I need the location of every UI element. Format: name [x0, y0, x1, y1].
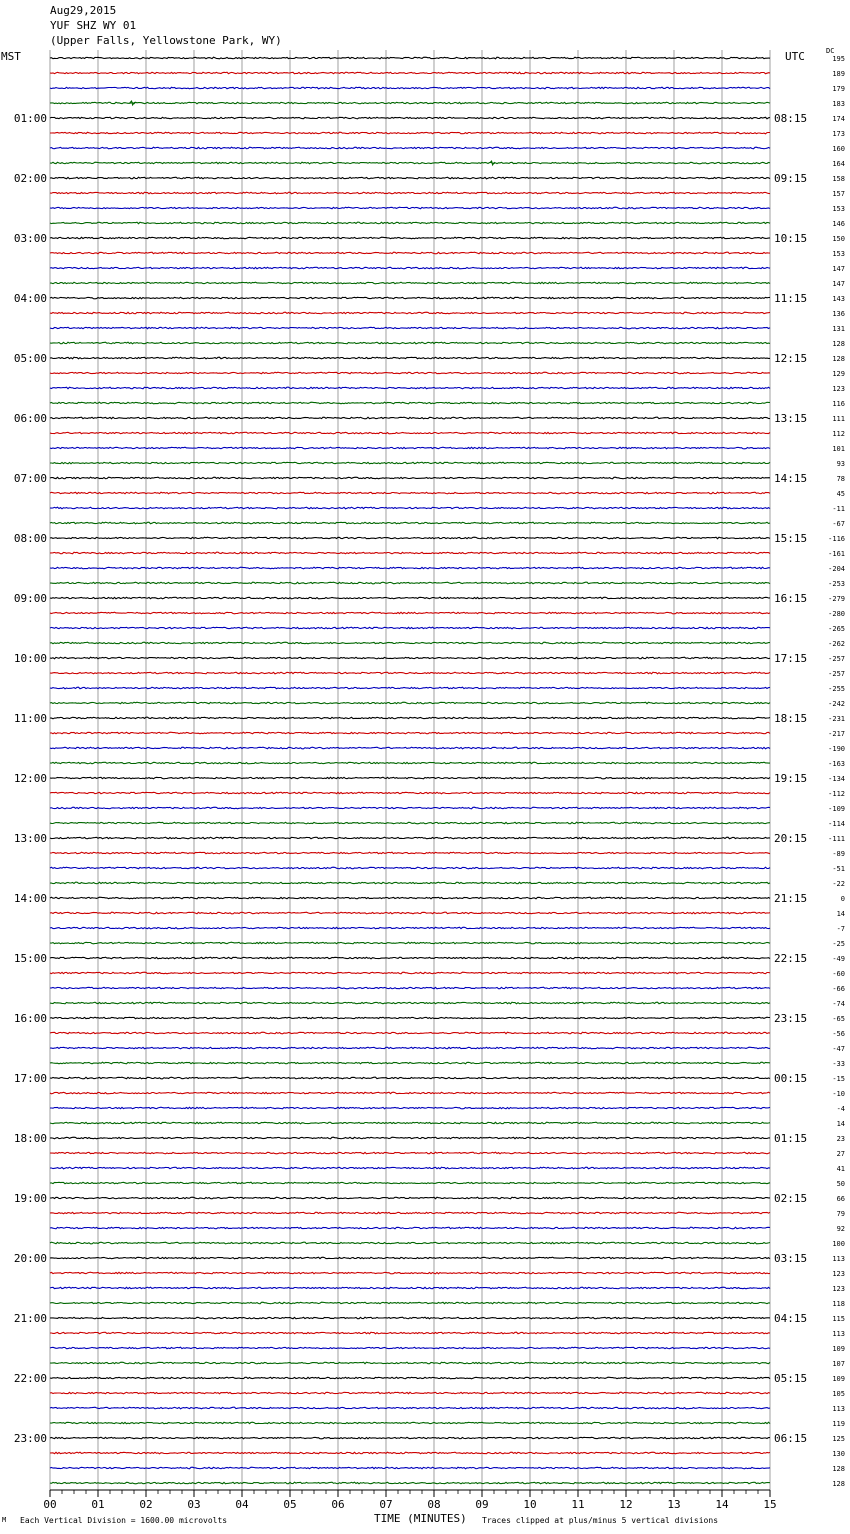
seismic-trace [50, 237, 770, 239]
seismic-trace [50, 672, 770, 674]
dc-offset-value: -161 [828, 550, 845, 558]
seismic-trace [50, 357, 770, 359]
dc-offset-value: -265 [828, 625, 845, 633]
dc-offset-value: -47 [832, 1045, 845, 1053]
seismic-trace [50, 1362, 770, 1364]
utc-hour-label: 01:15 [774, 1132, 808, 1145]
seismic-trace [50, 282, 770, 284]
dc-offset-value: -242 [828, 700, 845, 708]
seismic-trace [50, 177, 770, 179]
seismic-trace [50, 852, 770, 854]
dc-offset-value: 113 [832, 1255, 845, 1263]
seismic-trace [50, 837, 770, 839]
seismic-trace [50, 447, 770, 449]
dc-offset-value: 189 [832, 70, 845, 78]
seismic-trace [50, 1317, 770, 1319]
corner-mark: M [2, 1516, 7, 1524]
dc-offset-value: 14 [836, 1120, 845, 1128]
dc-offset-value: 0 [840, 895, 845, 903]
mst-hour-label: 09:00 [13, 592, 47, 605]
dc-offset-value: 100 [832, 1240, 845, 1248]
seismic-trace [50, 1392, 770, 1394]
seismic-trace [50, 942, 770, 944]
dc-offset-value: -134 [828, 775, 845, 783]
dc-offset-value: 125 [832, 1435, 845, 1443]
utc-hour-label: 04:15 [774, 1312, 808, 1325]
dc-offset-value: 113 [832, 1330, 845, 1338]
seismic-trace [50, 1242, 770, 1244]
seismic-trace [50, 1272, 770, 1274]
seismic-trace [50, 1257, 770, 1259]
utc-hour-label: 14:15 [774, 472, 808, 485]
seismic-trace [50, 792, 770, 794]
utc-hour-label: 02:15 [774, 1192, 808, 1205]
utc-hour-label: 03:15 [774, 1252, 808, 1265]
mst-hour-label: 14:00 [13, 892, 47, 905]
dc-offset-value: -190 [828, 745, 845, 753]
x-tick-label: 03 [187, 1498, 201, 1511]
seismic-trace [50, 687, 770, 689]
dc-offset-value: 41 [836, 1165, 845, 1173]
seismic-trace [50, 1002, 770, 1004]
seismic-trace [50, 117, 770, 119]
mst-hour-label: 01:00 [13, 112, 47, 125]
utc-hour-label: 23:15 [774, 1012, 808, 1025]
x-tick-label: 10 [523, 1498, 537, 1511]
dc-offset-value: 14 [836, 910, 845, 918]
right-zone-label: UTC [785, 50, 805, 63]
seismic-trace [50, 822, 770, 824]
seismic-trace [50, 1482, 770, 1484]
seismic-trace [50, 417, 770, 419]
dc-offset-value: -257 [828, 655, 845, 663]
seismic-trace [50, 1332, 770, 1334]
utc-hour-label: 13:15 [774, 412, 808, 425]
dc-offset-value: -33 [832, 1060, 845, 1068]
dc-offset-value: 105 [832, 1390, 845, 1398]
dc-offset-value: -257 [828, 670, 845, 678]
mst-hour-label: 05:00 [13, 352, 47, 365]
seismic-trace [50, 957, 770, 959]
x-tick-label: 07 [379, 1498, 393, 1511]
mst-hour-label: 11:00 [13, 712, 47, 725]
mst-hour-label: 04:00 [13, 292, 47, 305]
seismic-trace [50, 1212, 770, 1214]
seismic-trace [50, 867, 770, 869]
seismic-trace [50, 582, 770, 584]
seismic-trace [50, 1137, 770, 1139]
dc-offset-value: -204 [828, 565, 845, 573]
dc-offset-value: 143 [832, 295, 845, 303]
seismic-trace [50, 1017, 770, 1019]
seismic-event [490, 161, 495, 165]
seismic-trace [50, 777, 770, 779]
utc-hour-label: 20:15 [774, 832, 808, 845]
seismic-trace [50, 492, 770, 494]
seismic-trace [50, 1227, 770, 1229]
dc-offset-value: 78 [836, 475, 845, 483]
seismic-trace [50, 567, 770, 569]
dc-offset-value: 112 [832, 430, 845, 438]
seismic-trace [50, 1167, 770, 1169]
mst-hour-label: 16:00 [13, 1012, 47, 1025]
seismic-trace [50, 807, 770, 809]
dc-offset-value: 27 [836, 1150, 845, 1158]
seismic-trace [50, 1047, 770, 1049]
seismic-trace [50, 1407, 770, 1409]
seismic-trace [50, 132, 770, 134]
dc-offset-value: 115 [832, 1315, 845, 1323]
seismic-trace [50, 747, 770, 749]
dc-offset-value: 118 [832, 1300, 845, 1308]
dc-offset-value: -116 [828, 535, 845, 543]
dc-offset-value: 147 [832, 280, 845, 288]
utc-hour-label: 22:15 [774, 952, 808, 965]
seismic-trace [50, 1152, 770, 1154]
mst-hour-label: 12:00 [13, 772, 47, 785]
dc-offset-value: -56 [832, 1030, 845, 1038]
seismic-trace [50, 897, 770, 899]
utc-hour-label: 16:15 [774, 592, 808, 605]
seismic-trace [50, 732, 770, 734]
dc-offset-value: -253 [828, 580, 845, 588]
seismic-trace [50, 147, 770, 149]
dc-offset-value: -231 [828, 715, 845, 723]
seismic-trace [50, 192, 770, 194]
dc-offset-value: 50 [836, 1180, 845, 1188]
dc-offset-value: -49 [832, 955, 845, 963]
seismic-trace [50, 462, 770, 464]
dc-offset-value: -262 [828, 640, 845, 648]
dc-offset-value: -89 [832, 850, 845, 858]
dc-offset-value: 128 [832, 1480, 845, 1488]
header-location: (Upper Falls, Yellowstone Park, WY) [50, 34, 282, 47]
seismic-trace [50, 522, 770, 524]
dc-offset-value: 79 [836, 1210, 845, 1218]
dc-offset-value: 131 [832, 325, 845, 333]
seismic-trace [50, 162, 770, 164]
seismic-trace [50, 1287, 770, 1289]
dc-offset-value: 157 [832, 190, 845, 198]
dc-offset-value: 113 [832, 1405, 845, 1413]
x-tick-label: 14 [715, 1498, 729, 1511]
seismic-trace [50, 342, 770, 344]
mst-hour-label: 13:00 [13, 832, 47, 845]
mst-hour-label: 20:00 [13, 1252, 47, 1265]
x-tick-label: 06 [331, 1498, 345, 1511]
x-tick-label: 00 [43, 1498, 57, 1511]
x-tick-label: 09 [475, 1498, 489, 1511]
seismic-trace [50, 627, 770, 629]
seismic-trace [50, 537, 770, 539]
mst-hour-label: 17:00 [13, 1072, 47, 1085]
seismic-trace [50, 1467, 770, 1469]
utc-hour-label: 11:15 [774, 292, 808, 305]
dc-offset-value: 174 [832, 115, 845, 123]
dc-offset-value: -51 [832, 865, 845, 873]
dc-offset-value: 123 [832, 1270, 845, 1278]
dc-offset-value: 153 [832, 205, 845, 213]
dc-offset-value: 109 [832, 1375, 845, 1383]
dc-offset-value: -22 [832, 880, 845, 888]
seismic-trace [50, 987, 770, 989]
seismic-trace [50, 297, 770, 299]
mst-hour-label: 06:00 [13, 412, 47, 425]
dc-offset-value: 173 [832, 130, 845, 138]
utc-hour-label: 17:15 [774, 652, 808, 665]
x-tick-label: 11 [571, 1498, 585, 1511]
seismic-trace [50, 972, 770, 974]
seismic-trace [50, 1437, 770, 1439]
dc-offset-value: -74 [832, 1000, 845, 1008]
dc-offset-value: 123 [832, 385, 845, 393]
x-tick-label: 15 [763, 1498, 777, 1511]
dc-offset-value: 183 [832, 100, 845, 108]
seismic-trace [50, 102, 770, 104]
seismic-trace [50, 597, 770, 599]
seismic-trace [50, 717, 770, 719]
dc-offset-value: 129 [832, 370, 845, 378]
seismic-trace [50, 372, 770, 374]
mst-hour-label: 03:00 [13, 232, 47, 245]
dc-offset-value: 164 [832, 160, 845, 168]
seismic-trace [50, 222, 770, 224]
seismic-trace [50, 927, 770, 929]
dc-offset-value: -65 [832, 1015, 845, 1023]
seismic-trace [50, 1422, 770, 1424]
seismic-trace [50, 57, 770, 59]
dc-offset-value: 101 [832, 445, 845, 453]
dc-offset-value: 123 [832, 1285, 845, 1293]
seismic-trace [50, 657, 770, 659]
seismic-trace [50, 1077, 770, 1079]
seismic-trace [50, 477, 770, 479]
seismic-trace [50, 327, 770, 329]
mst-hour-label: 15:00 [13, 952, 47, 965]
seismic-trace [50, 1107, 770, 1109]
seismic-trace [50, 432, 770, 434]
seismic-trace [50, 1197, 770, 1199]
utc-hour-label: 08:15 [774, 112, 808, 125]
seismic-trace [50, 1092, 770, 1094]
x-tick-label: 05 [283, 1498, 297, 1511]
dc-offset-value: 179 [832, 85, 845, 93]
x-tick-label: 12 [619, 1498, 633, 1511]
utc-hour-label: 05:15 [774, 1372, 808, 1385]
dc-offset-value: 128 [832, 1465, 845, 1473]
seismic-trace [50, 252, 770, 254]
seismic-trace [50, 702, 770, 704]
dc-offset-value: -112 [828, 790, 845, 798]
utc-hour-label: 12:15 [774, 352, 808, 365]
dc-offset-value: -217 [828, 730, 845, 738]
seismic-trace [50, 387, 770, 389]
dc-offset-value: -280 [828, 610, 845, 618]
seismic-trace [50, 1032, 770, 1034]
utc-hour-label: 21:15 [774, 892, 808, 905]
utc-hour-label: 10:15 [774, 232, 808, 245]
dc-offset-value: 109 [832, 1345, 845, 1353]
seismic-trace [50, 1452, 770, 1454]
seismic-trace [50, 1122, 770, 1124]
x-tick-label: 04 [235, 1498, 249, 1511]
seismic-trace [50, 1302, 770, 1304]
x-tick-label: 01 [91, 1498, 105, 1511]
seismic-trace [50, 552, 770, 554]
seismic-trace [50, 1062, 770, 1064]
seismic-trace [50, 72, 770, 74]
scale-note: Each Vertical Division = 1600.00 microvolts [20, 1516, 228, 1525]
dc-offset-value: 153 [832, 250, 845, 258]
seismic-trace [50, 612, 770, 614]
x-tick-label: 02 [139, 1498, 153, 1511]
dc-offset-value: 130 [832, 1450, 845, 1458]
left-zone-label: MST [1, 50, 21, 63]
dc-offset-value: 92 [836, 1225, 845, 1233]
dc-offset-value: 136 [832, 310, 845, 318]
seismic-trace [50, 882, 770, 884]
dc-offset-value: 128 [832, 355, 845, 363]
dc-offset-value: -10 [832, 1090, 845, 1098]
mst-hour-label: 02:00 [13, 172, 47, 185]
seismic-trace [50, 912, 770, 914]
seismic-trace [50, 507, 770, 509]
mst-hour-label: 23:00 [13, 1432, 47, 1445]
dc-offset-value: -279 [828, 595, 845, 603]
x-axis-title: TIME (MINUTES) [374, 1512, 467, 1525]
dc-offset-value: 150 [832, 235, 845, 243]
seismic-trace [50, 1377, 770, 1379]
dc-offset-value: 66 [836, 1195, 845, 1203]
dc-offset-value: 119 [832, 1420, 845, 1428]
mst-hour-label: 08:00 [13, 532, 47, 545]
dc-offset-value: 116 [832, 400, 845, 408]
header-station: YUF SHZ WY 01 [50, 19, 137, 32]
seismic-trace [50, 87, 770, 89]
dc-offset-value: 107 [832, 1360, 845, 1368]
dc-offset-value: -7 [836, 925, 845, 933]
mst-hour-label: 18:00 [13, 1132, 47, 1145]
dc-offset-value: 195 [832, 55, 845, 63]
utc-hour-label: 19:15 [774, 772, 808, 785]
dc-offset-value: 128 [832, 340, 845, 348]
seismic-trace [50, 207, 770, 209]
dc-offset-value: 111 [832, 415, 845, 423]
dc-label: DC [826, 47, 835, 55]
mst-hour-label: 19:00 [13, 1192, 47, 1205]
seismic-trace [50, 402, 770, 404]
mst-hour-label: 21:00 [13, 1312, 47, 1325]
dc-offset-value: -67 [832, 520, 845, 528]
dc-offset-value: -25 [832, 940, 845, 948]
mst-hour-label: 07:00 [13, 472, 47, 485]
utc-hour-label: 18:15 [774, 712, 808, 725]
header-date: Aug29,2015 [50, 4, 117, 17]
dc-offset-value: -60 [832, 970, 845, 978]
dc-offset-value: -111 [828, 835, 845, 843]
dc-offset-value: 93 [836, 460, 845, 468]
dc-offset-value: -163 [828, 760, 845, 768]
seismic-trace [50, 1347, 770, 1349]
mst-hour-label: 22:00 [13, 1372, 47, 1385]
dc-offset-value: 160 [832, 145, 845, 153]
utc-hour-label: 00:15 [774, 1072, 808, 1085]
dc-offset-value: -4 [836, 1105, 845, 1113]
utc-hour-label: 15:15 [774, 532, 808, 545]
dc-offset-value: -114 [828, 820, 845, 828]
dc-offset-value: -66 [832, 985, 845, 993]
seismic-trace [50, 642, 770, 644]
dc-offset-value: 147 [832, 265, 845, 273]
seismic-trace [50, 312, 770, 314]
dc-offset-value: 23 [836, 1135, 845, 1143]
dc-offset-value: 45 [836, 490, 845, 498]
seismic-trace [50, 267, 770, 269]
dc-offset-value: -109 [828, 805, 845, 813]
dc-offset-value: 158 [832, 175, 845, 183]
utc-hour-label: 06:15 [774, 1432, 808, 1445]
mst-hour-label: 10:00 [13, 652, 47, 665]
dc-offset-value: -11 [832, 505, 845, 513]
clip-note: Traces clipped at plus/minus 5 vertical divisions [482, 1516, 719, 1525]
dc-offset-value: -255 [828, 685, 845, 693]
x-tick-label: 13 [667, 1498, 681, 1511]
dc-offset-value: -15 [832, 1075, 845, 1083]
seismic-trace [50, 1182, 770, 1184]
dc-offset-value: 146 [832, 220, 845, 228]
x-tick-label: 08 [427, 1498, 441, 1511]
seismic-trace [50, 762, 770, 764]
utc-hour-label: 09:15 [774, 172, 808, 185]
